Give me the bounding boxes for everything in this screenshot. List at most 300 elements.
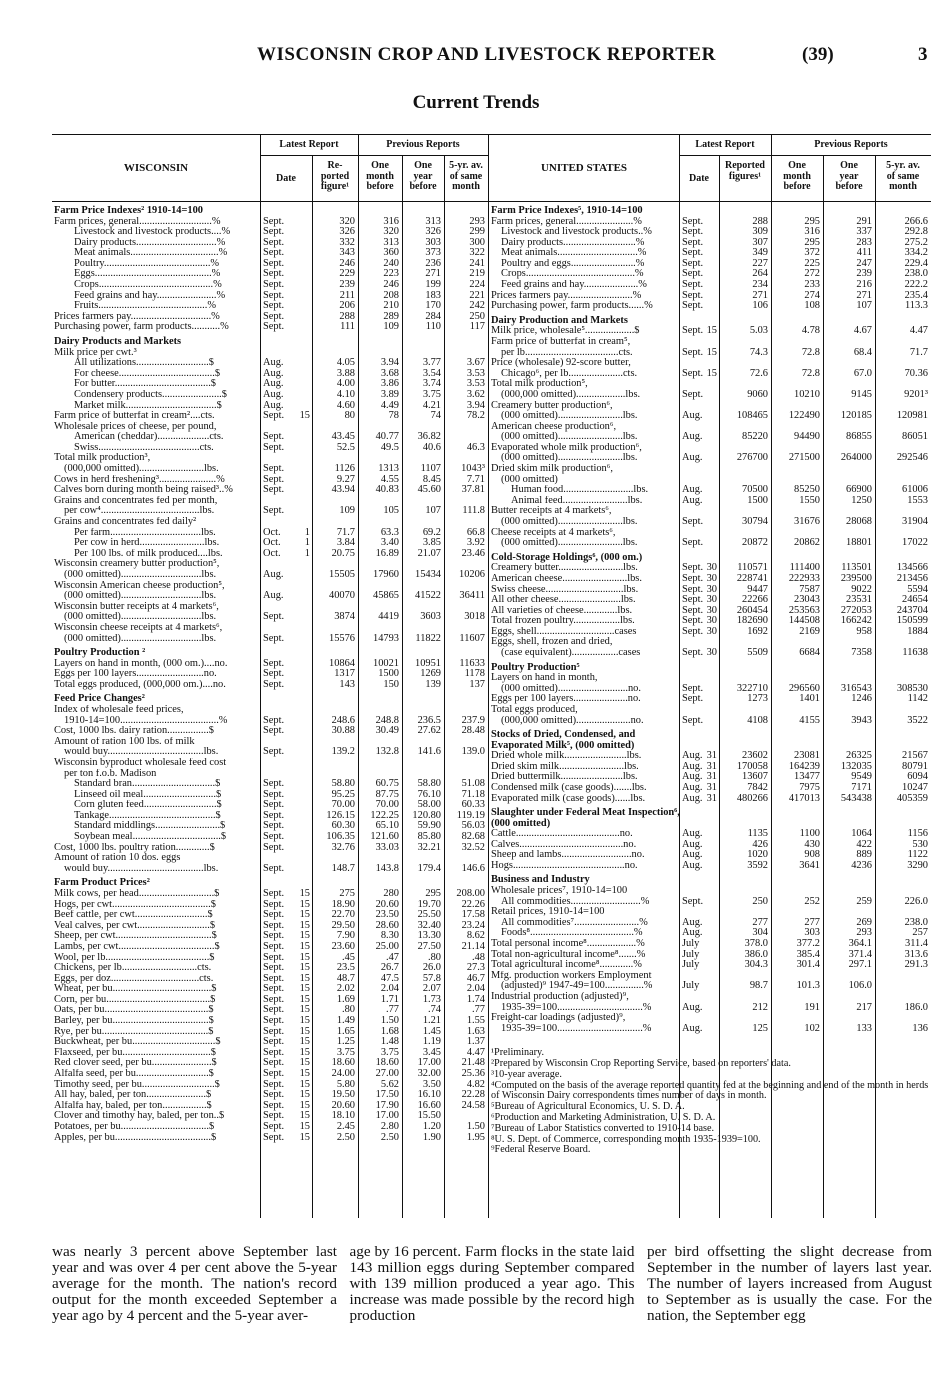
table-section [52, 206, 488, 333]
row-date: Sept. [682, 389, 704, 400]
year-before-value: 132035 [840, 761, 872, 772]
row-date: Sept. [263, 322, 285, 333]
month-before-value: 1.71 [380, 994, 399, 1005]
row-date: July [682, 938, 700, 949]
row-label: Cost, 1000 lbs. poultry ration.............$ [54, 842, 215, 853]
month-before-value [358, 559, 402, 570]
row-date: Sept. 15 [263, 1122, 310, 1132]
month-before-value: 4.78 [801, 326, 820, 337]
year-before-value: 11822 [415, 633, 441, 644]
month-before-value: 111400 [789, 563, 820, 574]
row-day: 15 [299, 1058, 310, 1069]
row-date: Sept. [682, 237, 704, 248]
month-before-value [358, 705, 402, 716]
row-date [679, 907, 719, 918]
average-value: 27.3 [466, 963, 485, 974]
average-value: 70.36 [904, 368, 928, 379]
row-label: Animal feed.........................lbs. [511, 495, 643, 506]
united-states-table [489, 134, 931, 1218]
table-row [489, 248, 931, 259]
month-before-value: 144508 [788, 616, 820, 627]
reported-value: 170058 [736, 761, 768, 772]
year-before-value: 106.0 [848, 981, 872, 992]
row-label: Grains and concentrates fed daily² [54, 517, 197, 528]
average-value: 229.4 [904, 258, 928, 269]
reported-value: 212 [752, 1002, 768, 1013]
month-before-value: 26.7 [380, 963, 399, 974]
row-date: Sept. [682, 683, 704, 694]
year-before-value: 271 [856, 290, 872, 301]
average-value: 71.18 [461, 789, 485, 800]
row-date: Aug. [682, 432, 703, 443]
year-before-value: 1.21 [422, 1016, 441, 1027]
month-before-value: 40.83 [375, 485, 399, 496]
month-before-value: 109 [383, 322, 399, 333]
row-date: Sept. 15 [263, 1005, 310, 1016]
table-row [52, 900, 488, 911]
reported-value: 148.7 [331, 863, 355, 874]
row-label: (case equivalent)..................cases [501, 648, 641, 659]
row-date: Sept. [682, 248, 704, 259]
reported-value [719, 475, 771, 486]
month-before-value: 4.49 [380, 400, 399, 411]
average-value: 86051 [902, 432, 928, 443]
row-date: Aug. [263, 400, 284, 411]
reported-value: 3592 [747, 860, 768, 871]
row-date: Sept. [263, 832, 285, 843]
year-before-value: 337 [856, 227, 872, 238]
average-value [875, 475, 931, 486]
reported-value: 2.02 [336, 984, 355, 995]
table-row [52, 1048, 488, 1059]
row-label: Milk price per cwt.³ [54, 347, 137, 358]
year-before-value: 3.74 [422, 379, 441, 390]
month-before-value: 1.48 [380, 1037, 399, 1048]
month-before-value: 908 [804, 850, 820, 861]
reported-value [312, 422, 358, 433]
row-date: Sept. [263, 280, 285, 291]
table-row [489, 907, 931, 918]
year-before-value [402, 602, 444, 613]
row-date: Sept. 15 [263, 888, 310, 899]
row-label: (000 omitted).........................lbs. [501, 411, 638, 422]
average-value [875, 886, 931, 897]
average-value: 25.36 [461, 1069, 485, 1080]
year-before-value: 283 [856, 237, 872, 248]
reported-value: 4.05 [336, 358, 355, 369]
row-date [260, 602, 312, 613]
average-value: 291.3 [904, 960, 928, 971]
year-before-value: 9549 [851, 772, 872, 783]
year-before-value: 8.45 [422, 474, 441, 485]
table-row [489, 762, 931, 773]
reported-value: 60.30 [331, 821, 355, 832]
year-before-value: 291 [856, 216, 872, 227]
reported-value: 1317 [334, 669, 355, 680]
year-before-value [823, 337, 875, 348]
row-day: 15 [299, 1069, 310, 1080]
row-label: All commodities⁷.........................% [501, 917, 648, 928]
year-before-value: 958 [856, 626, 872, 637]
year-before-value: 303 [425, 237, 441, 248]
month-before-value: 2.04 [380, 984, 399, 995]
row-day: 15 [299, 1016, 310, 1027]
reported-value: 4.00 [336, 379, 355, 390]
reported-value [719, 637, 771, 648]
year-before-value: 19.70 [417, 899, 441, 910]
row-date: Aug. [263, 591, 284, 602]
section-heading: Feed Price Changes² [54, 693, 145, 705]
row-label: Eggs.............................................% [74, 269, 221, 280]
table-row [489, 595, 931, 606]
year-before-value: 183 [425, 290, 441, 301]
row-label: Farm price of butterfat in cream²....cts. [54, 411, 215, 422]
table-row [52, 1101, 488, 1112]
column-reported [312, 161, 358, 193]
row-label: would buy.....................................lbs. [64, 747, 219, 758]
header-column-rule [679, 135, 680, 201]
reported-value [312, 348, 358, 359]
table-row [489, 475, 931, 486]
row-date: Sept. 15 [263, 984, 310, 995]
row-label: per ton f.o.b. Madison [64, 768, 157, 779]
table-row [489, 673, 931, 684]
reported-value [312, 737, 358, 748]
year-before-value: 113501 [841, 563, 872, 574]
row-date: Aug. [263, 358, 284, 369]
footnote: ⁵Bureau of Agricultural Economics, U. S. D. A. [491, 1101, 685, 1113]
row-day: 15 [299, 1132, 310, 1143]
row-date: Sept. [682, 280, 704, 291]
year-before-value: 107 [425, 506, 441, 517]
table-row [52, 612, 488, 623]
average-value: 4.47 [466, 1047, 485, 1058]
article-column-1: was nearly 3 percent above September last year and was over 4 per cent above the 5-year average for the month. The nation's record output for the month exceeded September a year ago by 4 percent and the 5-year aver- [52, 1243, 337, 1324]
table-row [52, 390, 488, 401]
row-date: Sept. [682, 290, 704, 301]
table-row [52, 443, 488, 454]
row-label: Per farm...................................lbs. [74, 527, 216, 538]
year-before-value: 247 [856, 258, 872, 269]
row-date [679, 464, 719, 475]
reported-value [719, 443, 771, 454]
row-date: Sept. 15 [263, 411, 310, 422]
average-value: 1142 [907, 694, 928, 705]
month-before-value: 4155 [799, 715, 820, 726]
month-before-value: 289 [383, 311, 399, 322]
table-row [489, 1003, 931, 1014]
reported-value: 250 [752, 896, 768, 907]
month-before-value: 385.4 [796, 949, 820, 960]
average-value [444, 453, 488, 464]
article-text [52, 1244, 932, 1324]
reported-value: 1020 [747, 850, 768, 861]
row-label: Feed grains and hay.....................% [501, 280, 647, 291]
table-row [52, 921, 488, 932]
month-before-value [771, 464, 823, 475]
reported-value: 109 [339, 506, 355, 517]
average-value [444, 559, 488, 570]
year-before-value: 45.60 [417, 485, 441, 496]
table-row [489, 227, 931, 238]
row-label: Total agricultural income⁸.............% [491, 960, 642, 971]
year-before-value: 4236 [851, 860, 872, 871]
row-label: Apples, per bu.....................................$ [54, 1132, 217, 1143]
reported-value: 30794 [742, 517, 768, 528]
average-value: 71.7 [909, 347, 928, 358]
year-before-value: 170 [425, 301, 441, 312]
month-before-value [358, 496, 402, 507]
reported-value [719, 422, 771, 433]
average-value [444, 432, 488, 443]
month-before-value: 360 [383, 248, 399, 259]
row-day: 31 [706, 761, 717, 772]
average-value [444, 602, 488, 613]
reported-value [312, 758, 358, 769]
row-date: Sept. [682, 301, 704, 312]
row-label: Foods⁸........................................% [501, 928, 643, 939]
table-body [52, 206, 488, 1143]
header-line: year [839, 170, 859, 182]
row-date: Sept. [682, 216, 704, 227]
average-value: 17022 [902, 538, 928, 549]
month-before-value: 2.80 [380, 1122, 399, 1132]
average-value [444, 517, 488, 528]
average-value: 60.33 [461, 800, 485, 811]
year-before-value: 179.4 [417, 863, 441, 874]
reported-value [312, 453, 358, 464]
reported-value: 72.6 [749, 368, 768, 379]
header-rule [260, 155, 488, 156]
row-date: Sept. [263, 726, 285, 737]
month-before-value: 210 [383, 301, 399, 312]
reported-value: 304.3 [744, 960, 768, 971]
month-before-value: 23081 [794, 751, 820, 762]
year-before-value: 10951 [415, 658, 441, 669]
row-label: Dried buttermilk........................lbs. [491, 772, 638, 783]
average-value [875, 401, 931, 412]
row-day: 15 [299, 899, 310, 910]
average-value: 238.0 [904, 269, 928, 280]
average-value [875, 422, 931, 433]
header-line: month [783, 170, 811, 182]
column-month-before [358, 161, 402, 193]
row-label: Eggs per 100 layers.....................no. [491, 694, 641, 705]
row-label: Evaporated milk (case goods)......lbs. [491, 793, 646, 804]
table-row [489, 585, 931, 596]
row-label: Buckwheat, per bu................................$ [54, 1037, 221, 1048]
year-before-value [402, 517, 444, 528]
row-date: Sept. 30 [682, 605, 717, 616]
row-label: (000 omitted).........................lbs. [501, 538, 638, 549]
average-value [444, 1111, 488, 1122]
row-label: Eggs per 100 layers..........................no. [54, 669, 217, 680]
month-before-value [771, 886, 823, 897]
average-value: 1178 [464, 669, 485, 680]
reported-value: 43.94 [331, 485, 355, 496]
average-value: 31904 [902, 517, 928, 528]
average-value: 21.48 [461, 1058, 485, 1069]
row-label: Total eggs produced, [491, 704, 578, 715]
average-value: 221 [469, 290, 485, 301]
month-before-value: 303 [804, 928, 820, 939]
month-before-value: 102 [804, 1023, 820, 1034]
reported-value: 1.65 [336, 1026, 355, 1037]
table-row [52, 517, 488, 528]
row-date: Aug. 31 [682, 751, 717, 762]
average-value [444, 758, 488, 769]
table-row [489, 348, 931, 359]
month-before-value: 20.60 [375, 899, 399, 910]
latest-report-heading: Latest Report [695, 139, 755, 150]
average-value: 119.19 [456, 810, 485, 821]
row-label: (000,000 omitted).....................no. [501, 715, 644, 726]
month-before-value: 78 [388, 411, 399, 422]
average-value: 82.68 [461, 832, 485, 843]
table-row [52, 1069, 488, 1080]
year-before-value: 69.2 [422, 527, 441, 538]
row-label: Purchasing power, farm products......% [491, 301, 653, 312]
average-value: 311.4 [905, 938, 928, 949]
row-day: 31 [706, 772, 717, 783]
year-before-value: 36.82 [417, 432, 441, 443]
row-label: Evaporated whole milk production⁶, [491, 442, 642, 453]
table-header [489, 134, 931, 202]
year-before-value: 411 [856, 248, 872, 259]
row-date: Sept. [263, 290, 285, 301]
month-before-value: 233 [804, 280, 820, 291]
table-section [489, 553, 931, 659]
table-row [489, 528, 931, 539]
month-before-value: 13477 [794, 772, 820, 783]
month-before-value: 49.5 [380, 442, 399, 453]
table-row [489, 563, 931, 574]
row-date: Oct. 1 [263, 538, 310, 549]
row-day: 30 [706, 626, 717, 637]
month-before-value [771, 379, 823, 390]
year-before-value: 313 [425, 216, 441, 227]
row-day: 15 [299, 952, 310, 963]
month-before-value [771, 1013, 823, 1024]
reported-value: 40070 [329, 591, 355, 602]
reported-value: 2.45 [336, 1122, 355, 1132]
row-day: 15 [299, 910, 310, 921]
row-label: Total eggs produced, (000,000 om.)....no. [54, 679, 226, 690]
month-before-value: 277 [804, 917, 820, 928]
row-date: Sept. 15 [263, 910, 310, 921]
year-before-value: 16.60 [417, 1100, 441, 1111]
average-value: 1.63 [466, 1026, 485, 1037]
table-row [52, 843, 488, 854]
month-before-value: 295 [804, 216, 820, 227]
row-date [679, 401, 719, 412]
table-section [489, 730, 931, 804]
row-label: Oats, per bu........................................$ [54, 1005, 214, 1016]
table-row [52, 974, 488, 985]
table-row [489, 238, 931, 249]
month-before-value: 296560 [788, 683, 820, 694]
average-value: 226.0 [904, 896, 928, 907]
month-before-value: 70.00 [375, 800, 399, 811]
average-value: 186.0 [904, 1002, 928, 1013]
header-rule [679, 155, 931, 156]
average-value [875, 358, 931, 369]
average-value: 11633 [459, 658, 485, 669]
month-before-value: 301.4 [796, 960, 820, 971]
average-value: 6094 [907, 772, 928, 783]
year-before-value [823, 992, 875, 1003]
month-before-value: 246 [383, 280, 399, 291]
row-date: Sept. [263, 506, 285, 517]
header-line: One [414, 160, 432, 171]
row-label: All varieties of cheese.............lbs. [491, 605, 633, 616]
reported-value [312, 581, 358, 592]
row-label: (000 omitted)...........................no. [501, 683, 641, 694]
year-before-value: 1.19 [422, 1037, 441, 1048]
reported-value: 126.15 [326, 810, 355, 821]
average-value [875, 705, 931, 716]
average-value [444, 705, 488, 716]
month-before-value: 3.94 [380, 358, 399, 369]
month-before-value [771, 705, 823, 716]
month-before-value: 208 [383, 290, 399, 301]
month-before-value [771, 475, 823, 486]
row-label: Poultry and eggs.........................% [501, 258, 645, 269]
year-before-value: 297.1 [848, 960, 872, 971]
footnote: ⁸U. S. Dept. of Commerce, corresponding month 1935-1939=100. [491, 1133, 761, 1145]
reported-value: 111 [340, 322, 355, 333]
row-date: Sept. [263, 269, 285, 280]
table-row [52, 591, 488, 602]
row-label: (adjusted)⁹ 1947-49=100...............% [501, 981, 653, 992]
average-value: 120981 [896, 411, 928, 422]
row-date [679, 705, 719, 716]
reported-value: 18.90 [331, 899, 355, 910]
year-before-value [402, 623, 444, 634]
row-date: Sept. [263, 227, 285, 238]
year-before-value: 133 [856, 1023, 872, 1034]
region-title: UNITED STATES [540, 162, 628, 174]
average-value: 3.62 [466, 389, 485, 400]
row-label: Alfalfa seed, per bu............................$ [54, 1069, 214, 1080]
previous-reports-heading: Previous Reports [386, 139, 460, 150]
table-row [52, 538, 488, 549]
reported-value [312, 853, 358, 864]
row-date [679, 358, 719, 369]
year-before-value: 3.77 [422, 358, 441, 369]
year-before-value: 264000 [840, 453, 872, 464]
row-label: (000 omitted)...............................lbs. [64, 612, 217, 623]
table-row [489, 443, 931, 454]
reported-value: 7.90 [336, 931, 355, 942]
header-line: 5-yr. av. [449, 160, 483, 171]
year-before-value: 259 [856, 896, 872, 907]
table-row [52, 634, 488, 645]
row-date [679, 506, 719, 517]
month-before-value: 223 [383, 269, 399, 280]
row-label: American (cheddar)....................cts. [74, 432, 224, 443]
month-before-value: 14793 [373, 633, 399, 644]
section-heading: Stocks of Dried, Condensed, and Evaporated Milk⁵, (000 omitted) [491, 729, 636, 751]
table-row [52, 348, 488, 359]
row-label: Farm prices, general............................% [54, 216, 221, 227]
average-value [444, 348, 488, 359]
reported-value: 23.60 [331, 941, 355, 952]
reported-value: 326 [339, 227, 355, 238]
row-label: Crops..........................................% [501, 269, 644, 280]
year-before-value: 27.62 [417, 726, 441, 737]
row-label: Calves........................................no. [491, 839, 637, 850]
